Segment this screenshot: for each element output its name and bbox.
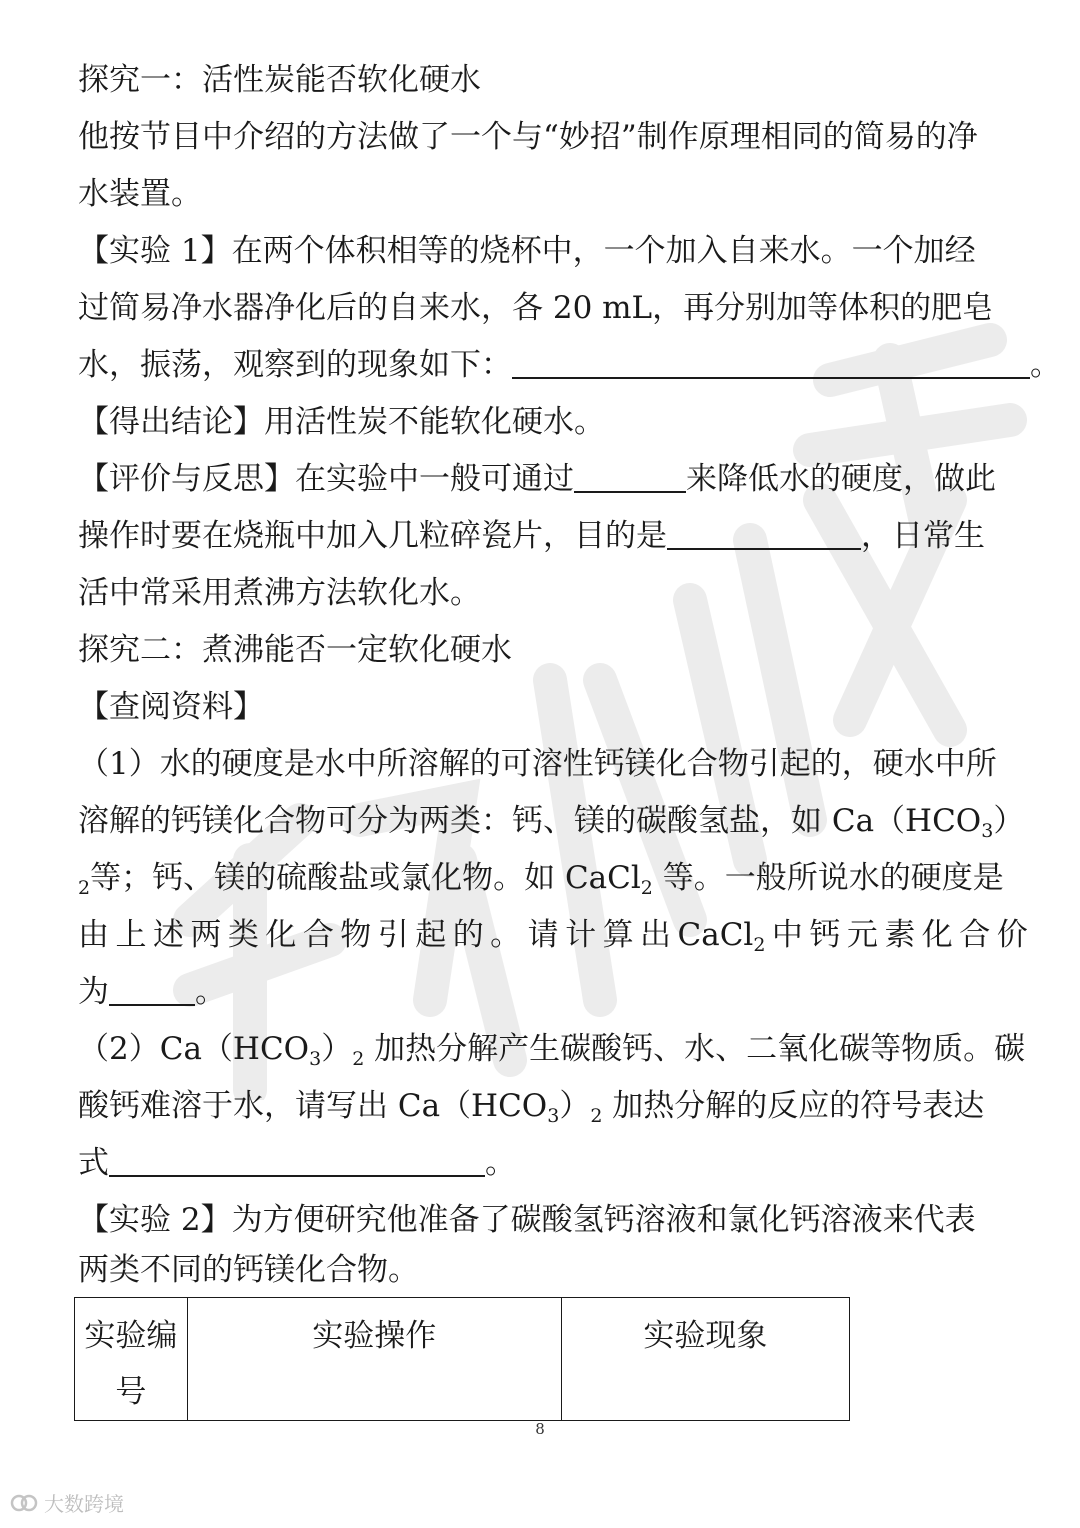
paragraph-line: $(2)Ca(HCO_3)_2$ 加热分解产生碳酸钙、水、二氧化碳等物质。碳 <box>78 1031 1026 1070</box>
paragraph-line: 活中常采用煮沸方法软化水。 <box>78 575 481 611</box>
answer-blank[interactable] <box>512 347 1030 379</box>
table-header-row <box>75 1298 850 1421</box>
experiment-table <box>74 1297 850 1421</box>
page-number: 8 <box>535 1420 545 1438</box>
paragraph-line: 【查阅资料】 <box>78 689 264 725</box>
question-line: 水，振荡，观察到的现象如下： 。 <box>78 347 1061 383</box>
logo-icon <box>10 1491 40 1515</box>
table-header-cell: 实验现象 <box>561 1298 849 1421</box>
question-line: 【评价与反思】在实验中一般可通过 来降低水的硬度，做此 <box>78 461 996 497</box>
table-header-cell: 实验操作 <box>187 1298 561 1421</box>
paragraph-line: 【实验 2】为方便研究他准备了碳酸氢钙溶液和氯化钙溶液来代表 <box>78 1202 976 1238</box>
section-heading: 探究一：活性炭能否软化硬水 <box>78 62 481 98</box>
paragraph-line: $_2$等；钙、镁的硫酸盐或氯化物。如 CaCl$_2$ 等。一般所说水的硬度是 <box>78 860 1004 899</box>
paragraph-line-justified: 由 上 述 两 类 化 合 物 引 起 的 。 请 计 算 出 CaCl$_2$ 中 钙 元 素 化 合 价 <box>78 917 1028 956</box>
paragraph-line: 【得出结论】用活性炭不能软化硬水。 <box>78 404 605 440</box>
paragraph-line: 水装置。 <box>78 176 202 212</box>
paragraph-line: 酸钙难溶于水，请写出 $Ca(HCO_3)_2$ 加热分解的反应的符号表达 <box>78 1088 985 1127</box>
answer-blank[interactable] <box>109 1145 485 1177</box>
answer-blank[interactable] <box>667 518 861 550</box>
paragraph-line: 溶解的钙镁化合物可分为两类：钙、镁的碳酸氢盐，如 $Ca(HCO_3)$ <box>78 803 1025 842</box>
answer-blank[interactable] <box>574 461 686 493</box>
paragraph-line: 他按节目中介绍的方法做了一个与“妙招”制作原理相同的简易的净 <box>78 119 978 155</box>
paragraph-line: 两类不同的钙镁化合物。 <box>78 1252 419 1288</box>
question-line: 式 。 <box>78 1145 516 1181</box>
table-header-cell: 实验编号 <box>75 1298 188 1421</box>
question-line: 为 。 <box>78 974 226 1010</box>
paragraph-line: 过简易净水器净化后的自来水，各 20 mL，再分别加等体积的肥皂 <box>78 290 994 326</box>
paragraph-line: （1）水的硬度是水中所溶解的可溶性钙镁化合物引起的，硬水中所 <box>78 746 997 782</box>
question-line: 操作时要在烧瓶中加入几粒碎瓷片，目的是 ，日常生 <box>78 518 985 554</box>
logo-text: 大数跨境 <box>44 1492 124 1516</box>
paragraph-line: 【实验 1】在两个体积相等的烧杯中，一个加入自来水。一个加经 <box>78 233 976 269</box>
section-heading: 探究二：煮沸能否一定软化硬水 <box>78 632 512 668</box>
logo <box>10 1488 124 1517</box>
answer-blank[interactable] <box>109 974 195 1006</box>
